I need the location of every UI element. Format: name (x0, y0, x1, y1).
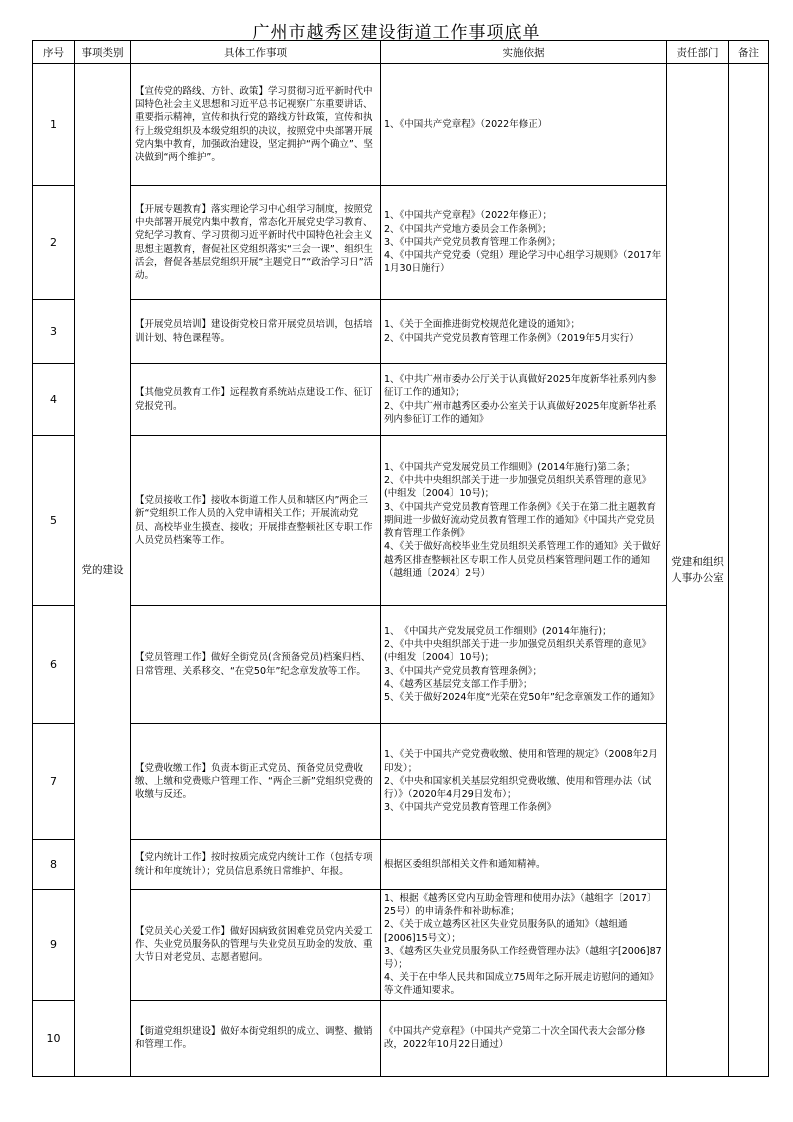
basis-line: 3、《中国共产党党员教育管理工作条例》《关于在第二批主题教育期间进一步做好流动党员教育管理工作的通知》《中国共产党党员教育管理工作条例》 (384, 501, 657, 540)
row-number: 6 (33, 606, 75, 724)
basis-line: 1、 《中国共产党发展党员工作细则》(2014年施行)； (384, 625, 612, 637)
basis-line: 3、《中国共产党党员教育管理条例》； (384, 665, 543, 677)
row-number: 1 (33, 64, 75, 186)
basis-cell (381, 436, 667, 606)
basis-line: 3、《中国共产党党员教育管理工作条例》 (384, 802, 557, 814)
row-number: 10 (33, 1000, 75, 1076)
table-row (33, 364, 769, 436)
table-row (33, 606, 769, 724)
work-content-cell: 【开展专题教育】落实理论学习中心组学习制度，按照党中央部署开展党内集中教育，常态化开展党史学习教育、党纪学习教育、学习贯彻习近平新时代中国特色社会主义思想主题教育，督促社区党组织落实“三会一课”、组织生活会，督促各基层党组织开展“主题党日”“政治学习日”活动。 (131, 186, 381, 300)
work-content-cell: 【宣传党的路线、方针、政策】学习贯彻习近平新时代中国特色社会主义思想和习近平总书记视察广东重要讲话、重要指示精神，宣传和执行党的路线方针政策，宣传和执行上级党组织及本级党组织的决议，按照党中央部署开展党内集中教育，加强政治建设，坚定拥护“两个确立”、坚决做到“两个维护”。 (131, 64, 381, 186)
basis-line: 2、《中央和国家机关基层党组织党费收缴、使用和管理办法（试行）》（2020年4月29日发布）； (384, 775, 652, 801)
basis-cell (381, 364, 667, 436)
basis-cell (381, 724, 667, 840)
basis-line: 1、《中共广州市委办公厅关于认真做好2025年度新华社系列内参征订工作的通知》； (384, 374, 657, 399)
department-cell: 党建和组织人事办公室 (667, 64, 729, 1077)
basis-line: 2、《中共中央组织部关于进一步加强党员组织关系管理的意见》(中组发〔2004〕10号)； (384, 475, 652, 500)
basis-line: 根据区委组织部相关文件和通知精神。 (384, 858, 546, 870)
basis-line: 《中国共产党章程》（中国共产党第二十次全国代表大会部分修改，2022年10月22日通过） (384, 1025, 646, 1051)
basis-cell (381, 606, 667, 724)
header-basis: 实施依据 (381, 41, 667, 64)
basis-cell (381, 186, 667, 300)
basis-cell (381, 64, 667, 186)
header-dept: 责任部门 (667, 41, 729, 64)
basis-line: 2、《中国共产党地方委员会工作条例》； (384, 223, 552, 235)
basis-line: 2、《中国共产党党员教育管理工作条例》（2019年5月实行） (384, 332, 639, 344)
basis-line: 4、《关于做好高校毕业生党员组织关系管理工作的通知》关于做好越秀区排查整顿社区专职工作人员党员档案管理问题工作的通知（越组通〔2024〕2号） (384, 541, 661, 579)
work-content-cell: 【开展党员培训】建设街党校日常开展党员培训，包括培训计划、特色课程等。 (131, 300, 381, 364)
row-number: 8 (33, 840, 75, 890)
work-content-cell: 【党员接收工作】接收本街道工作人员和辖区内”两企三新“党组织工作人员的入党申请相关工作；开展流动党员、高校毕业生摸查、接收；开展排查整顿社区专职工作人员党员档案等工作。 (131, 436, 381, 606)
basis-line: 4、《中国共产党党委（党组）理论学习中心组学习规则》（2017年1月30日施行） (384, 250, 662, 275)
table-row (33, 64, 769, 186)
table-row (33, 890, 769, 1001)
basis-line: 3、《越秀区失业党员服务队工作经费管理办法》（越组字[2006]87号）； (384, 945, 662, 971)
work-content-cell: 【党员管理工作】做好全街党员(含预备党员)档案归档、日常管理、关系移交、“在党50年”纪念章发放等工作。 (131, 606, 381, 724)
basis-line: 1、《关于中国共产党党费收缴、使用和管理的规定》（2008年2月印发）； (384, 749, 658, 774)
work-items-table (32, 40, 769, 1077)
work-content-cell: 【街道党组织建设】做好本街党组织的成立、调整、撤销和管理工作。 (131, 1000, 381, 1076)
category-cell: 党的建设 (75, 64, 131, 1077)
work-content-cell: 【党内统计工作】按时按质完成党内统计工作（包括专项统计和年度统计）；党员信息系统日常维护、年报。 (131, 840, 381, 890)
basis-line: 1、《中国共产党章程》（2022年修正）； (384, 210, 552, 222)
basis-cell (381, 300, 667, 364)
work-content-cell: 【党员关心关爱工作】做好因病致贫困难党员党内关爱工作、失业党员服务队的管理与失业党员互助金的发放、重大节日对老党员、志愿者慰问。 (131, 890, 381, 1001)
basis-line: 1、根据《越秀区党内互助金管理和使用办法》（越组字〔2017〕25号）的申请条件和补助标准； (384, 893, 657, 918)
note-cell (729, 64, 769, 1077)
row-number: 9 (33, 890, 75, 1001)
header-note: 备注 (729, 41, 769, 64)
table-row (33, 1000, 769, 1076)
basis-line: 1、《中国共产党发展党员工作细则》(2014年施行)第二条； (384, 462, 636, 474)
header-seq: 序号 (33, 41, 75, 64)
row-number: 4 (33, 364, 75, 436)
basis-line: 1、《关于全面推进街党校规范化建设的通知》； (384, 319, 581, 331)
basis-line: 1、《中国共产党章程》（2022年修正） (384, 118, 548, 130)
row-number: 3 (33, 300, 75, 364)
basis-cell (381, 1000, 667, 1076)
table-row (33, 186, 769, 300)
basis-line: 3、《中国共产党党员教育管理工作条例》； (384, 236, 562, 248)
basis-line: 2、《中共广州市越秀区委办公室关于认真做好2025年度新华社系列内参征订工作的通知》 (384, 400, 657, 425)
row-number: 7 (33, 724, 75, 840)
work-content-cell: 【其他党员教育工作】远程教育系统站点建设工作、征订党报党刊。 (131, 364, 381, 436)
basis-line: 4、《越秀区基层党支部工作手册》； (384, 678, 533, 690)
basis-line: 4、关于在中华人民共和国成立75周年之际开展走访慰问的通知》等文件通知要求。 (384, 972, 659, 997)
basis-cell (381, 840, 667, 890)
basis-line: 2、《关于成立越秀区社区失业党员服务队的通知》（越组通[2006]15号文）； (384, 919, 628, 944)
header-content: 具体工作事项 (131, 41, 381, 64)
row-number: 2 (33, 186, 75, 300)
basis-cell (381, 890, 667, 1001)
header-category: 事项类别 (75, 41, 131, 64)
table-row (33, 436, 769, 606)
basis-line: 2、《中共中央组织部关于进一步加强党员组织关系管理的意见》(中组发〔2004〕10号)； (384, 639, 652, 664)
page-title: 广州市越秀区建设街道工作事项底单 (252, 23, 541, 43)
row-number: 5 (33, 436, 75, 606)
work-content-cell: 【党费收缴工作】负责本街正式党员、预备党员党费收缴、上缴和党费账户管理工作、“两企三新”党组织党费的收缴与反还。 (131, 724, 381, 840)
table-row (33, 724, 769, 840)
table-header-row (33, 41, 769, 64)
table-row (33, 300, 769, 364)
basis-line: 5、《关于做好2024年度“光荣在党50年”纪念章颁发工作的通知》 (384, 691, 660, 703)
table-row (33, 840, 769, 890)
